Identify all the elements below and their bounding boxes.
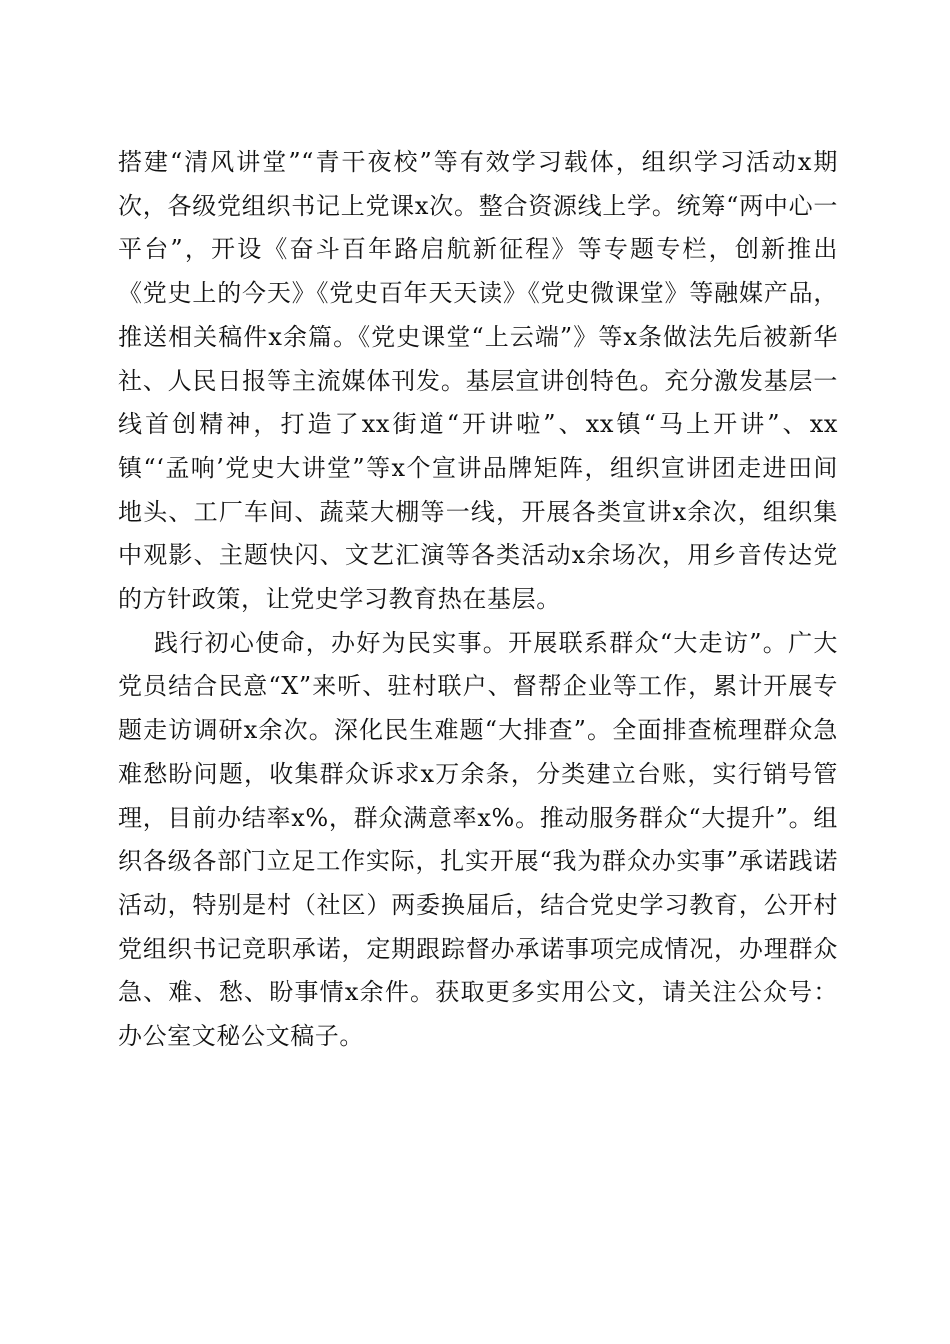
paragraph-practice-mission: 践行初心使命，办好为民实事。开展联系群众“大走访”。广大党员结合民意“X”来听、驻村联户、督帮企业等工作，累计开展专题走访调研x余次。深化民生难题“大排查”。全面排查梳理群众急难愁盼问题，收集群众诉求x万余条，分类建立台账，实行销号管理，目前办结率x%，群众满意率x%。推动服务群众“大提升”。组织各级各部门立足工作实际，扎实开展“我为群众办实事”承诺践诺活动，特别是村（社区）两委换届后，结合党史学习教育，公开村党组织书记竞职承诺，定期跟踪督办承诺事项完成情况，办理群众急、难、愁、盼事情x余件。获取更多实用公文，请关注公众号：办公室文秘公文稿子。 xyxy=(118,628,838,1051)
document-body xyxy=(118,141,838,1059)
paragraph-study-activities: 搭建“清风讲堂”“青干夜校”等有效学习载体，组织学习活动x期次，各级党组织书记上党课x次。整合资源线上学。统筹“两中心一平台”，开设《奋斗百年路启航新征程》等专题专栏，创新推出《党史上的今天》《党史百年天天读》《党史微课堂》等融媒产品，推送相关稿件x余篇。《党史课堂“上云端”》等x条做法先后被新华社、人民日报等主流媒体刊发。基层宣讲创特色。充分激发基层一线首创精神，打造了xx街道“开讲啦”、xx镇“马上开讲”、xx镇“‘孟响’党史大讲堂”等x个宣讲品牌矩阵，组织宣讲团走进田间地头、工厂车间、蔬菜大棚等一线，开展各类宣讲x余次，组织集中观影、主题快闪、文艺汇演等各类活动x余场次，用乡音传达党的方针政策，让党史学习教育热在基层。 xyxy=(118,148,838,614)
